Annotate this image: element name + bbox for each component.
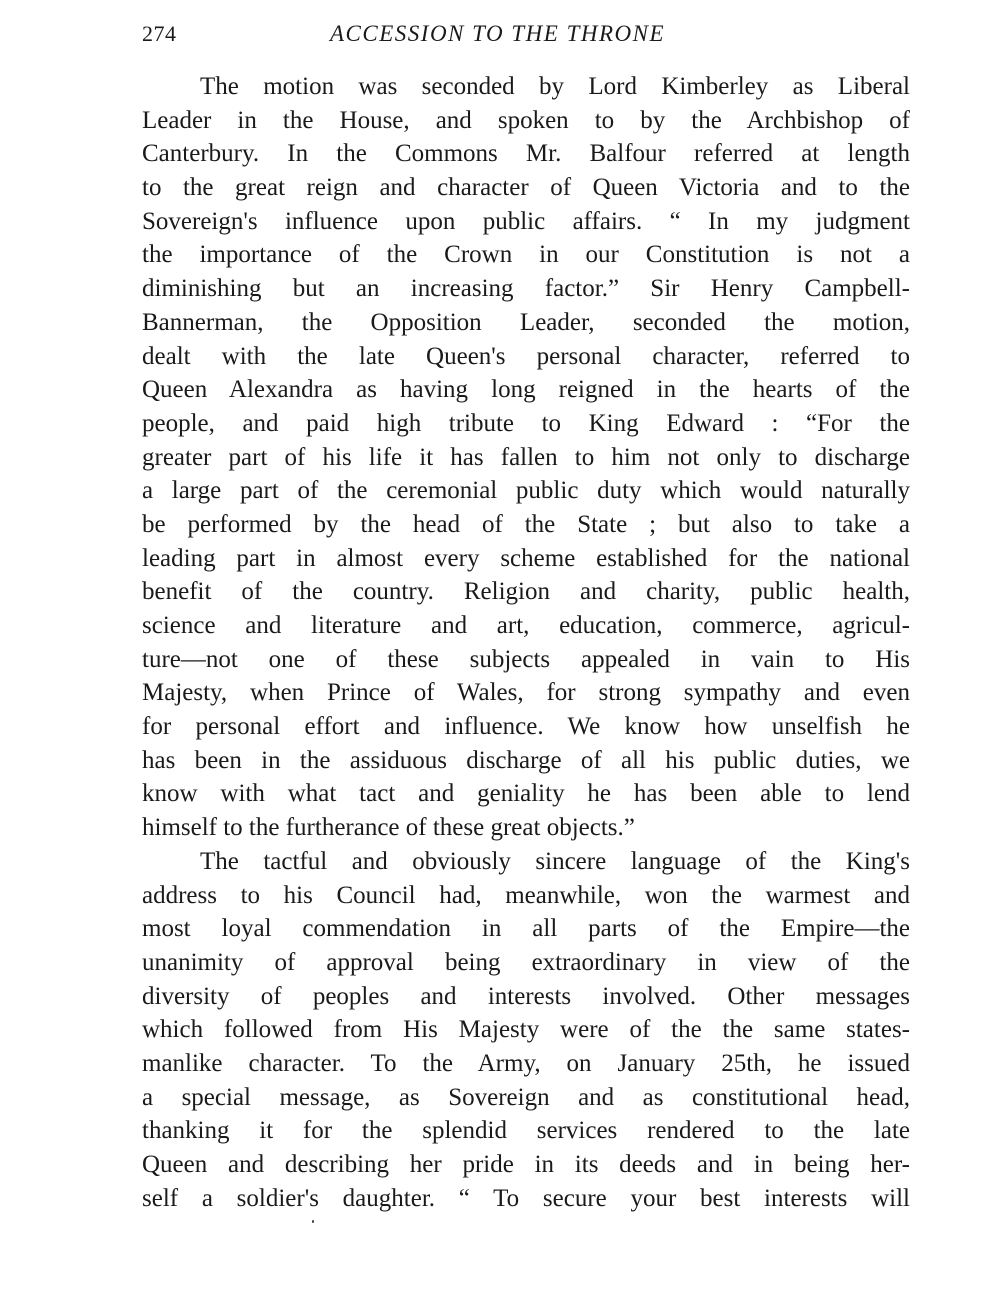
text-line: has been in the assiduous discharge of all his public duties, we: [142, 746, 910, 774]
text-line: The motion was seconded by Lord Kimberley as Liberal: [200, 73, 910, 100]
page-number: 274: [142, 21, 177, 46]
text-line: a large part of the ceremonial public duty which would naturally: [142, 477, 910, 505]
text-line: Leader in the House, and spoken to by the Archbishop of: [142, 106, 910, 134]
text-line: a special message, as Sovereign and as constitutional head,: [142, 1083, 910, 1111]
text-line: The tactful and obviously sincere language of the King's: [200, 847, 910, 875]
text-line: Queen and describing her pride in its deeds and in being her-: [142, 1151, 910, 1178]
text-line: the importance of the Crown in our Constitution is not a: [142, 241, 910, 269]
text-line: science and literature and art, education, commerce, agricul-: [142, 612, 910, 639]
text-line: manlike character. To the Army, on January 25th, he issued: [142, 1049, 910, 1077]
text-line: diminishing but an increasing factor.” Sir Henry Campbell-: [142, 275, 910, 303]
text-line: ture—not one of these subjects appealed in vain to His: [142, 645, 910, 673]
text-line: self a soldier's daughter. “ To secure your best interests will: [142, 1184, 910, 1212]
text-line: Canterbury. In the Commons Mr. Balfour referred at length: [142, 140, 910, 168]
running-head: ACCESSION TO THE THRONE: [330, 21, 666, 46]
text-line: diversity of peoples and interests involved. Other messages: [142, 982, 910, 1010]
text-line: most loyal commendation in all parts of the Empire—the: [142, 915, 910, 943]
text-line: greater part of his life it has fallen to him not only to discharge: [142, 443, 910, 471]
paragraph-end-line: himself to the furtherance of these great objects.”: [142, 814, 635, 842]
text-line: know with what tact and geniality he has been able to lend: [142, 780, 910, 808]
body-text: [142, 70, 910, 1215]
text-line: Majesty, when Prince of Wales, for strong sympathy and even: [142, 679, 910, 707]
text-line: thanking it for the splendid services rendered to the late: [142, 1117, 910, 1145]
text-line: unanimity of approval being extraordinary in view of the: [142, 948, 910, 976]
page-header: [142, 18, 910, 50]
print-speck: [312, 1220, 314, 1223]
text-line: leading part in almost every scheme established for the national: [142, 544, 910, 572]
text-line: be performed by the head of the State ; but also to take a: [142, 510, 910, 538]
text-line: address to his Council had, meanwhile, won the warmest and: [142, 881, 910, 909]
text-line: dealt with the late Queen's personal character, referred to: [142, 342, 910, 370]
text-line: to the great reign and character of Queen Victoria and to the: [142, 174, 910, 202]
text-line: which followed from His Majesty were of the the same states-: [142, 1016, 910, 1044]
text-line: for personal effort and influence. We know how unselfish he: [142, 713, 910, 741]
text-line: Bannerman, the Opposition Leader, seconded the motion,: [142, 308, 910, 336]
text-line: people, and paid high tribute to King Edward : “For the: [142, 409, 910, 437]
text-line: Queen Alexandra as having long reigned in the hearts of the: [142, 376, 910, 404]
text-line: benefit of the country. Religion and charity, public health,: [142, 578, 910, 606]
text-line: Sovereign's influence upon public affairs. “ In my judgment: [142, 207, 910, 235]
